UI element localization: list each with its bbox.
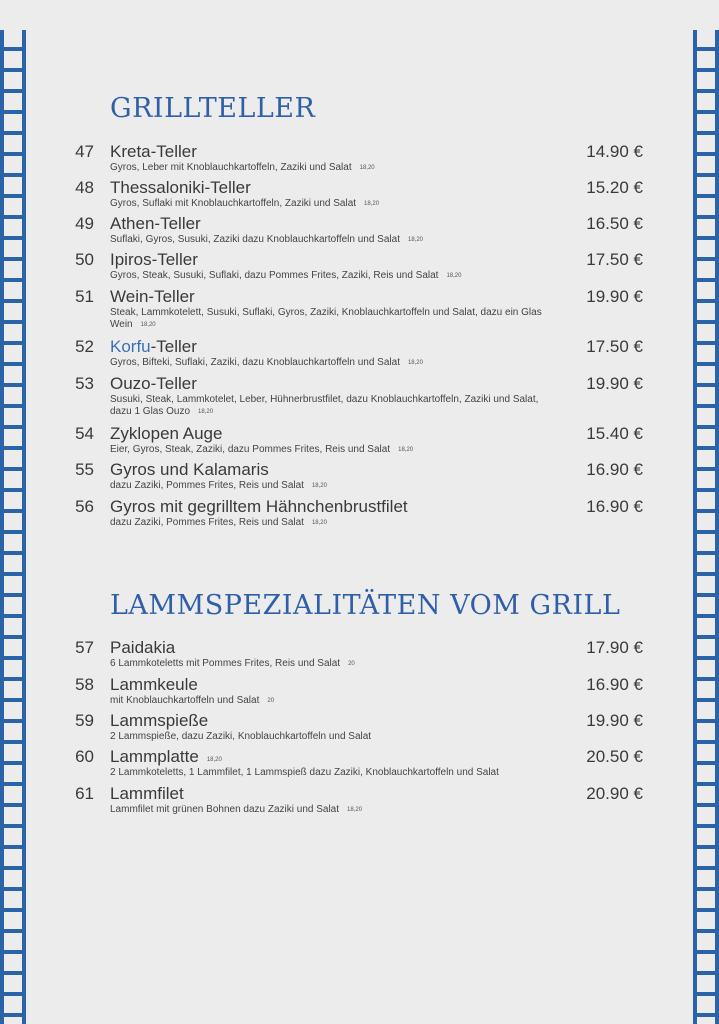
item-price: 14.90 € — [586, 142, 643, 161]
item-price: 17.90 € — [586, 638, 643, 657]
item-number: 58 — [75, 675, 94, 694]
section-title-grillteller: GRILLTELLER — [110, 93, 316, 124]
item-description-text: Steak, Lammkotelett, Susuki, Suflaki, Gyros, Zaziki, Knoblauchkartoffeln und Salat, dazu ein Glas Wein — [110, 307, 542, 330]
item-description-text: Gyros, Leber mit Knoblauchkartoffeln, Zaziki und Salat — [110, 162, 352, 173]
item-description-text: 6 Lammkoteletts mit Pommes Frites, Reis und Salat — [110, 658, 341, 669]
additive-code: 18,20 — [407, 360, 423, 366]
additive-code: 18,20 — [206, 757, 222, 763]
item-description-text: 2 Lammspieße, dazu Zaziki, Knoblauchkartoffeln und Salat — [110, 731, 372, 742]
item-number: 59 — [75, 711, 94, 730]
item-name — [110, 424, 222, 444]
item-description-text: Suflaki, Gyros, Susuki, Zaziki dazu Knoblauchkartoffeln und Salat — [110, 234, 400, 245]
item-number: 52 — [75, 337, 94, 356]
item-name-rest: -Teller — [150, 337, 197, 356]
item-description-text: mit Knoblauchkartoffeln und Salat — [110, 695, 260, 706]
additive-code: 20 — [267, 698, 275, 704]
item-description-text: Gyros, Suflaki mit Knoblauchkartoffeln, Zaziki und Salat — [110, 198, 357, 209]
item-description — [110, 198, 550, 210]
item-name-text: Athen-Teller — [110, 214, 201, 233]
item-description — [110, 444, 550, 456]
item-number: 55 — [75, 460, 94, 479]
item-price: 20.90 € — [586, 784, 643, 803]
item-description-text: 2 Lammkoteletts, 1 Lammfilet, 1 Lammspieß dazu Zaziki, Knoblauchkartoffeln und Salat — [110, 767, 499, 778]
item-name-text: Gyros und Kalamaris — [110, 460, 269, 479]
item-price: 20.50 € — [586, 747, 643, 766]
item-price: 15.40 € — [586, 424, 643, 443]
item-number: 53 — [75, 374, 94, 393]
item-name — [110, 374, 197, 394]
item-name-text: Kreta-Teller — [110, 142, 197, 161]
item-price: 16.90 € — [586, 460, 643, 479]
additive-code: 18,20 — [398, 447, 414, 453]
item-price: 17.50 € — [586, 250, 643, 269]
item-description — [110, 517, 550, 529]
item-number: 54 — [75, 424, 94, 443]
item-description-text: Eier, Gyros, Steak, Zaziki, dazu Pommes Frites, Reis und Salat — [110, 444, 391, 455]
item-price: 16.90 € — [586, 497, 643, 516]
item-number: 50 — [75, 250, 94, 269]
item-name — [110, 214, 201, 234]
item-description — [110, 731, 550, 743]
item-name — [110, 747, 222, 767]
item-name-text: Ouzo-Teller — [110, 374, 197, 393]
item-name-text: Paidakia — [110, 638, 176, 657]
additive-code: 18,20 — [311, 483, 327, 489]
item-number: 60 — [75, 747, 94, 766]
item-description — [110, 307, 550, 331]
item-description — [110, 658, 550, 670]
item-description — [110, 270, 550, 282]
item-name-highlight: Korfu — [110, 337, 151, 356]
item-description — [110, 234, 550, 246]
additive-code: 18,20 — [446, 273, 462, 279]
item-name — [110, 287, 195, 307]
item-name — [110, 497, 408, 517]
item-number: 61 — [75, 784, 94, 803]
item-description — [110, 394, 550, 418]
additive-code: 18,20 — [359, 165, 375, 171]
item-name — [110, 711, 208, 731]
item-name — [110, 142, 197, 162]
item-price: 19.90 € — [586, 374, 643, 393]
item-number: 47 — [75, 142, 94, 161]
item-name-text: Lammplatte — [110, 747, 199, 766]
item-description — [110, 162, 550, 174]
item-description — [110, 695, 550, 707]
additive-code: 18,20 — [311, 520, 327, 526]
greek-key-border-right-icon — [693, 30, 719, 1024]
item-name-text: Lammfilet — [110, 784, 184, 803]
item-name — [110, 460, 269, 480]
item-description-text: Susuki, Steak, Lammkotelet, Leber, Hühnerbrustfilet, dazu Knoblauchkartoffeln, Zaziki und Salat, dazu 1 Glas Ouzo — [110, 394, 539, 417]
item-price: 16.90 € — [586, 675, 643, 694]
item-name-text: Ipiros-Teller — [110, 250, 198, 269]
item-description — [110, 767, 550, 779]
item-price: 19.90 € — [586, 287, 643, 306]
item-name-text: Zyklopen Auge — [110, 424, 223, 443]
item-number: 51 — [75, 287, 94, 306]
item-name — [110, 638, 175, 658]
item-number: 57 — [75, 638, 94, 657]
item-name-text: Gyros mit gegrilltem Hähnchenbrustfilet — [110, 497, 408, 516]
item-price: 16.50 € — [586, 214, 643, 233]
additive-code: 18,20 — [140, 322, 156, 328]
item-price: 17.50 € — [586, 337, 643, 356]
item-description-text: Lammfilet mit grünen Bohnen dazu Zaziki und Salat — [110, 804, 340, 815]
item-name — [110, 337, 197, 357]
item-number: 48 — [75, 178, 94, 197]
item-name — [110, 675, 198, 695]
item-name — [110, 250, 198, 270]
additive-code: 20 — [348, 661, 355, 667]
item-price: 19.90 € — [586, 711, 643, 730]
item-description-text: dazu Zaziki, Pommes Frites, Reis und Salat — [110, 480, 304, 491]
item-number: 56 — [75, 497, 94, 516]
item-description-text: dazu Zaziki, Pommes Frites, Reis und Salat — [110, 517, 304, 528]
additive-code: 18,20 — [198, 409, 214, 415]
item-name-text: Thessaloniki-Teller — [110, 178, 251, 197]
item-name — [110, 178, 251, 198]
additive-code: 18,20 — [347, 807, 363, 813]
item-description — [110, 804, 550, 816]
item-number: 49 — [75, 214, 94, 233]
additive-code: 18,20 — [407, 237, 423, 243]
item-description — [110, 480, 550, 492]
item-description — [110, 357, 550, 369]
item-description-text: Gyros, Steak, Susuki, Suflaki, dazu Pommes Frites, Zaziki, Reis und Salat — [110, 270, 439, 281]
section-title-lammspezialitaeten: LAMMSPEZIALITÄTEN VOM GRILL — [110, 590, 621, 621]
item-name-text: Wein-Teller — [110, 287, 195, 306]
item-name — [110, 784, 184, 804]
item-price: 15.20 € — [586, 178, 643, 197]
greek-key-border-left-icon — [0, 30, 26, 1024]
item-description-text: Gyros, Bifteki, Suflaki, Zaziki, dazu Knoblauchkartoffeln und Salat — [110, 357, 400, 368]
item-name-text: Lammkeule — [110, 675, 198, 694]
item-name-text: Lammspieße — [110, 711, 209, 730]
additive-code: 18,20 — [364, 201, 380, 207]
